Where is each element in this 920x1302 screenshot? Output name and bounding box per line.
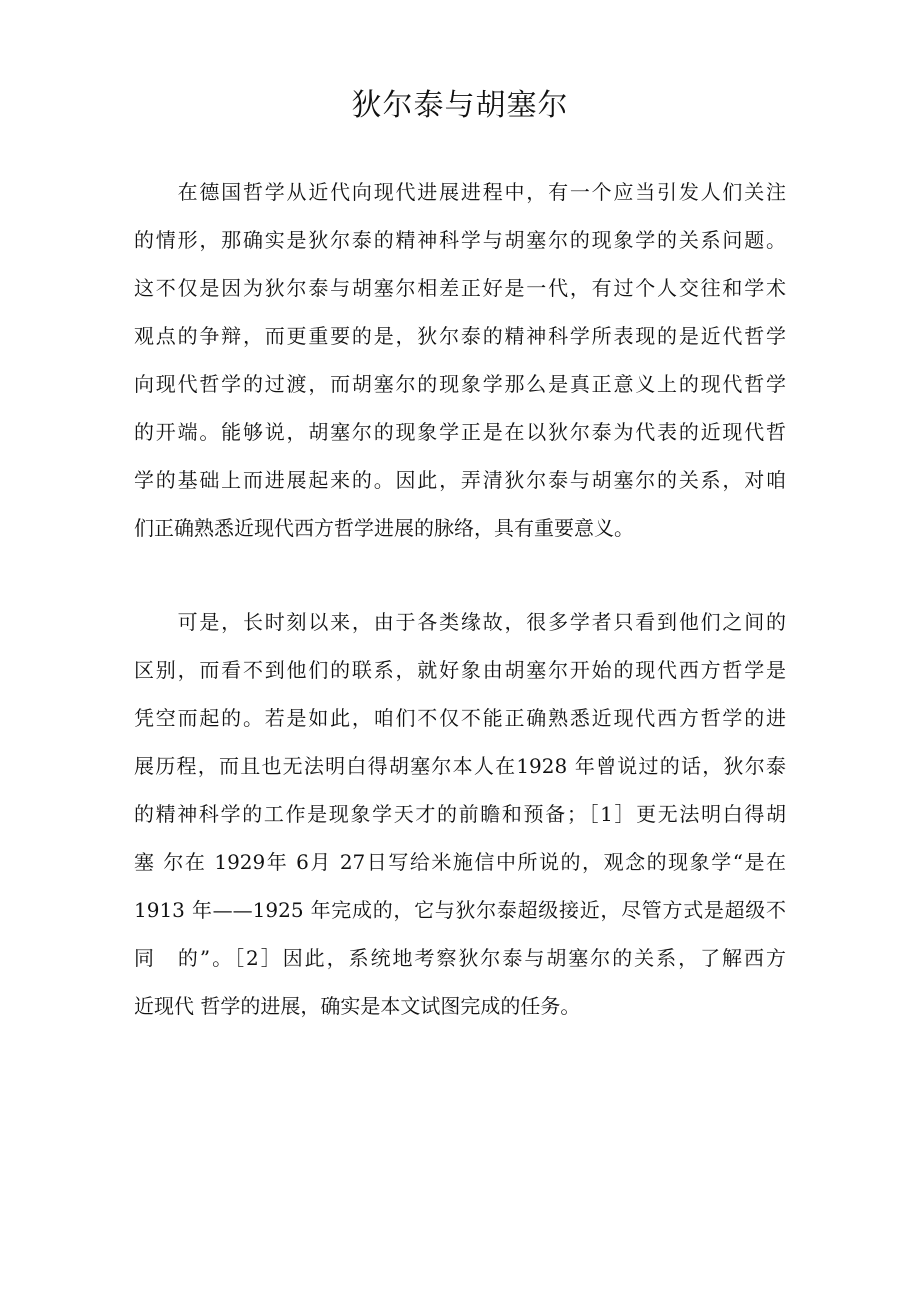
paragraph-line: 同 的”。［2］因此，系统地考察狄尔泰与胡塞尔的关系，了解西方 [134,946,786,970]
paragraph-line: 在德国哲学从近代向现代进展进程中，有一个应当引发人们关注 [134,180,786,204]
paragraph-line: 的开端。能够说，胡塞尔的现象学正是在以狄尔泰为代表的近现代哲 [134,420,786,444]
paragraph-line: 的情形，那确实是狄尔泰的精神科学与胡塞尔的现象学的关系问题。 [134,228,786,252]
paragraph-line: 凭空而起的。若是如此，咱们不仅不能正确熟悉近现代西方哲学的进 [134,706,786,730]
document-title: 狄尔泰与胡塞尔 [351,88,569,123]
paragraph-line: 近现代 哲学的进展，确实是本文试图完成的任务。 [134,994,581,1018]
paragraph-line: 的精神科学的工作是现象学天才的前瞻和预备；［1］更无法明白得胡 [134,802,786,826]
paragraph-line: 观点的争辩，而更重要的是，狄尔泰的精神科学所表现的是近代哲学 [134,324,786,348]
paragraph-1 [134,168,786,552]
paragraph-line: 向现代哲学的过渡，而胡塞尔的现象学那么是真正意义上的现代哲学 [134,372,786,396]
paragraph-line: 1913 年——1925 年完成的，它与狄尔泰超级接近，尽管方式是超级不 [134,898,786,922]
paragraph-2 [134,598,786,1030]
paragraph-line: 们正确熟悉近现代西方哲学进展的脉络，具有重要意义。 [134,516,634,540]
paragraph-line: 可是，长时刻以来，由于各类缘故，很多学者只看到他们之间的 [134,610,786,634]
paragraph-line: 区别，而看不到他们的联系，就好象由胡塞尔开始的现代西方哲学是 [134,658,786,682]
paragraph-line: 这不仅是因为狄尔泰与胡塞尔相差正好是一代，有过个人交往和学术 [134,276,786,300]
paragraph-line: 塞 尔在 1929年 6月 27日写给米施信中所说的，观念的现象学“是在 [134,850,786,874]
paragraph-line: 学的基础上而进展起来的。因此，弄清狄尔泰与胡塞尔的关系，对咱 [134,468,786,492]
paragraph-line: 展历程，而且也无法明白得胡塞尔本人在1928 年曾说过的话，狄尔泰 [134,754,786,778]
